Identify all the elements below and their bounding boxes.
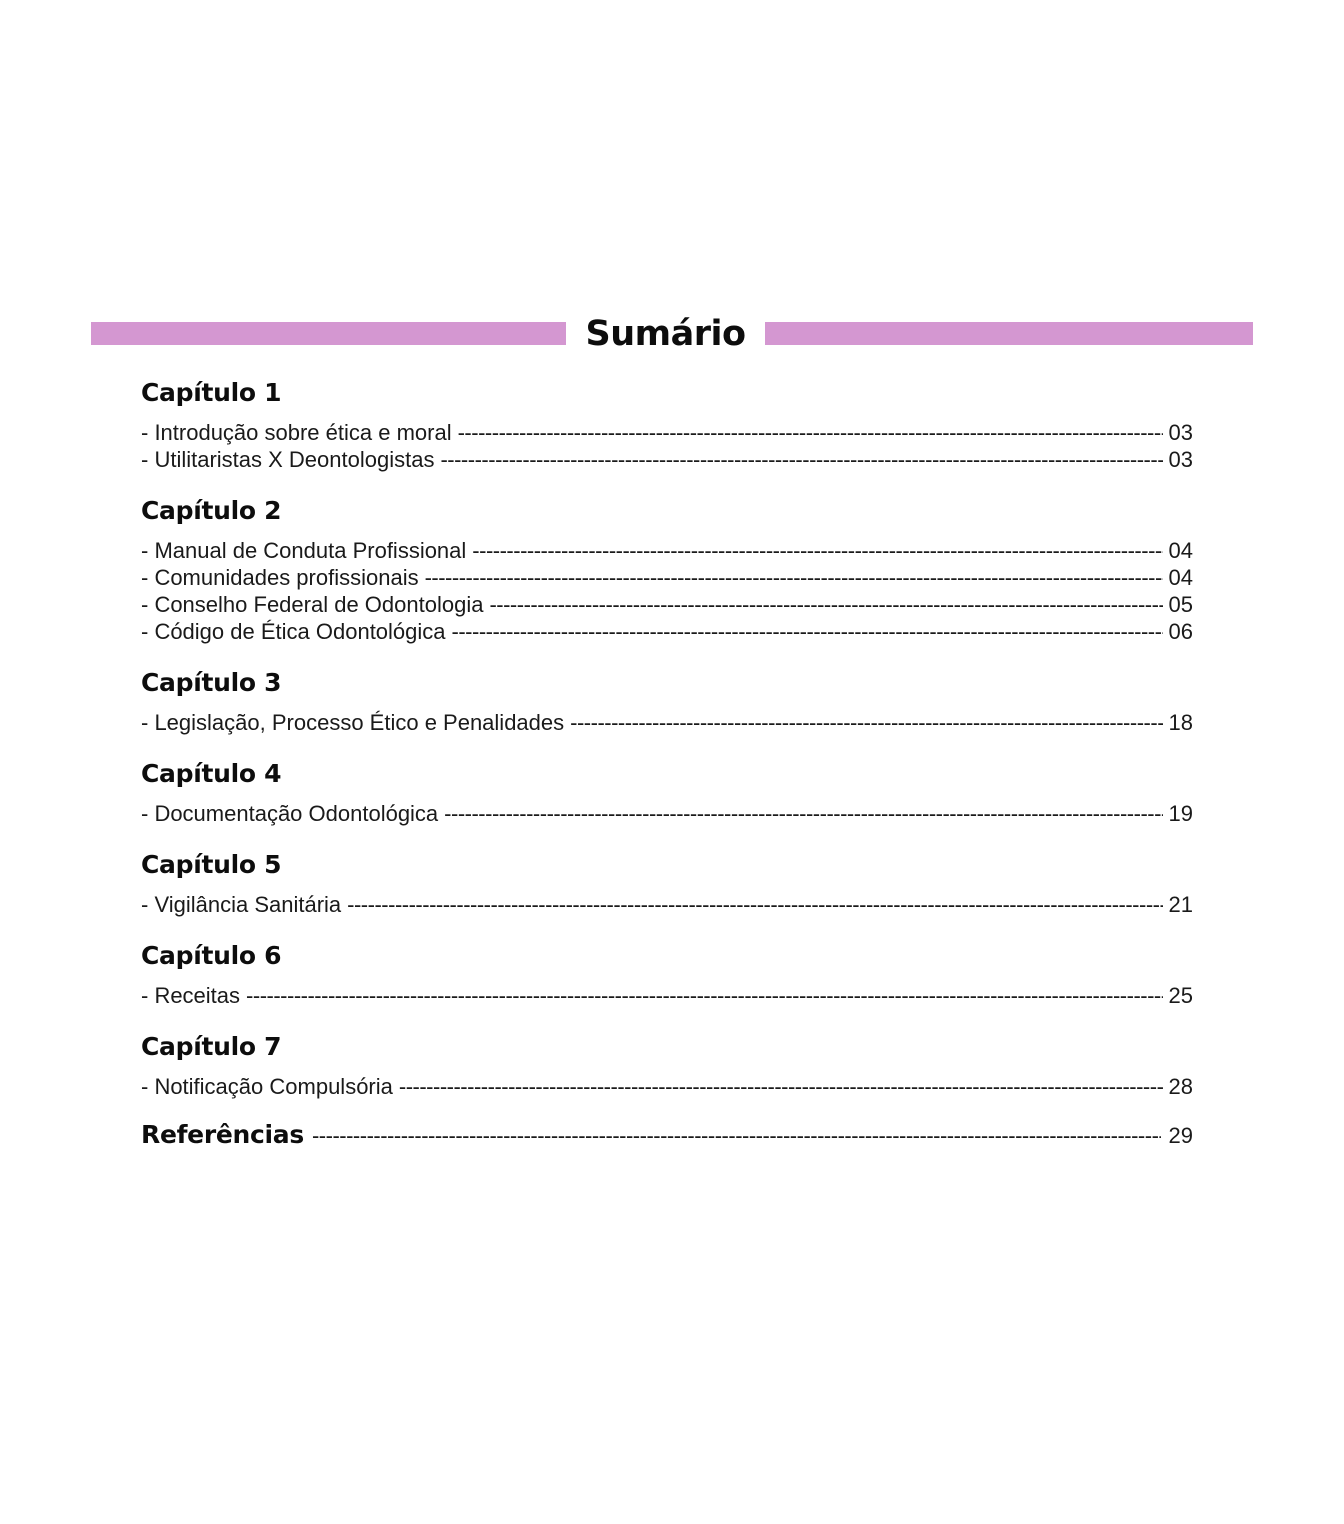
toc-entry-page: 18 — [1168, 710, 1193, 735]
toc-entry-page: 25 — [1168, 983, 1193, 1008]
dot-leader — [347, 891, 1162, 918]
toc-entry[interactable] — [141, 446, 1193, 473]
dot-leader — [444, 800, 1162, 827]
chapter-title: Capítulo 5 — [141, 850, 282, 879]
chapter-1 — [141, 376, 1193, 473]
dot-leader — [570, 709, 1162, 736]
toc-entry-label: - Introdução sobre ética e moral — [141, 420, 452, 445]
chapter-title: Capítulo 1 — [141, 378, 282, 407]
title-accent-bar-right — [765, 322, 1253, 345]
chapter-title: Capítulo 4 — [141, 759, 282, 788]
toc-entry-page: 06 — [1168, 619, 1193, 644]
chapter-title: Capítulo 7 — [141, 1032, 282, 1061]
chapter-3 — [141, 666, 1193, 736]
toc-entry-label: - Notificação Compulsória — [141, 1074, 393, 1099]
dot-leader — [425, 564, 1163, 591]
chapter-2 — [141, 494, 1193, 645]
dot-leader — [452, 618, 1163, 645]
toc-entry-label: - Comunidades profissionais — [141, 565, 419, 590]
dot-leader — [489, 591, 1162, 618]
toc-entry[interactable] — [141, 800, 1193, 827]
chapter-5 — [141, 848, 1193, 918]
references-entry[interactable] — [141, 1120, 1193, 1149]
toc-entry-page: 21 — [1168, 892, 1193, 917]
toc-entry[interactable] — [141, 564, 1193, 591]
toc-entry[interactable] — [141, 537, 1193, 564]
toc-entry[interactable] — [141, 419, 1193, 446]
toc-entry-label: - Conselho Federal de Odontologia — [141, 592, 484, 617]
toc-entry-label: - Legislação, Processo Ético e Penalidades — [141, 710, 565, 735]
dot-leader — [472, 537, 1162, 564]
chapter-6 — [141, 939, 1193, 1009]
dot-leader — [246, 982, 1162, 1009]
references-label: Referências — [141, 1120, 304, 1149]
toc-entry-page: 04 — [1168, 538, 1193, 563]
title-accent-bar-left — [91, 322, 566, 345]
toc-entry-label: - Utilitaristas X Deontologistas — [141, 447, 435, 472]
dot-leader — [458, 419, 1163, 446]
dot-leader — [440, 446, 1162, 473]
toc-entry[interactable] — [141, 891, 1193, 918]
toc-entry[interactable] — [141, 591, 1193, 618]
chapter-4 — [141, 757, 1193, 827]
dot-leader — [312, 1123, 1161, 1149]
toc-entry-label: - Vigilância Sanitária — [141, 892, 342, 917]
toc-entry-page: 28 — [1168, 1074, 1193, 1099]
toc-entry-page: 19 — [1168, 801, 1193, 826]
toc-entry-page: 03 — [1168, 420, 1193, 445]
toc-entry[interactable] — [141, 618, 1193, 645]
chapter-title: Capítulo 2 — [141, 496, 282, 525]
toc-entry-label: - Manual de Conduta Profissional — [141, 538, 467, 563]
toc-entry-label: - Código de Ética Odontológica — [141, 619, 446, 644]
dot-leader — [399, 1073, 1163, 1100]
page-title: Sumário — [585, 314, 746, 354]
table-of-contents — [141, 376, 1193, 1149]
toc-entry[interactable] — [141, 709, 1193, 736]
toc-entry[interactable] — [141, 1073, 1193, 1100]
references-page: 29 — [1168, 1123, 1193, 1148]
chapter-7 — [141, 1030, 1193, 1100]
toc-entry-label: - Receitas — [141, 983, 241, 1008]
chapter-title: Capítulo 6 — [141, 941, 282, 970]
chapter-title: Capítulo 3 — [141, 668, 282, 697]
toc-entry-page: 03 — [1168, 447, 1193, 472]
toc-entry[interactable] — [141, 982, 1193, 1009]
toc-entry-page: 04 — [1168, 565, 1193, 590]
title-banner — [91, 314, 1253, 354]
toc-entry-page: 05 — [1168, 592, 1193, 617]
toc-entry-label: - Documentação Odontológica — [141, 801, 439, 826]
